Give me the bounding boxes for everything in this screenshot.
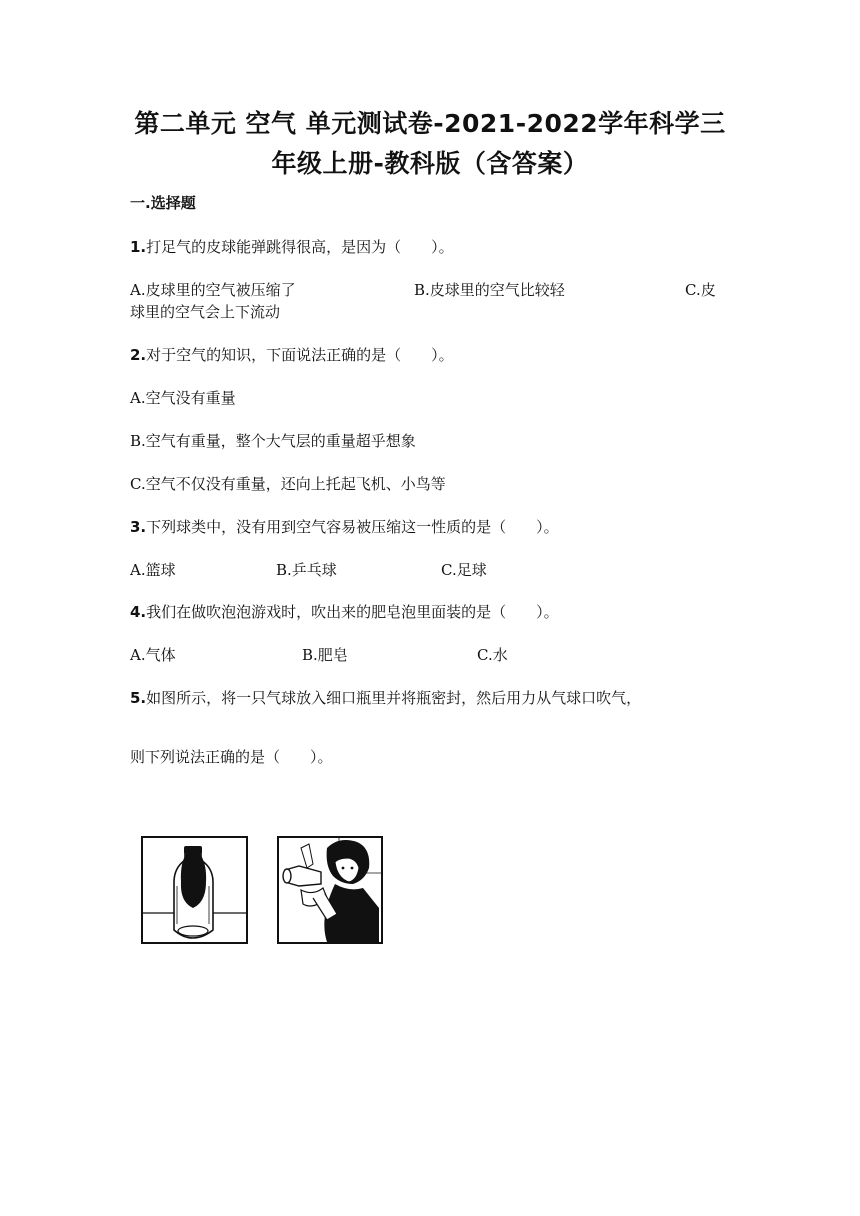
bottle-balloon-illustration [143, 838, 246, 942]
q3-option-a: A.篮球 [130, 561, 176, 579]
question-1 [130, 236, 454, 258]
question-text: 如图所示，将一只气球放入细口瓶里并将瓶密封，然后用力从气球口吹气， [146, 689, 642, 707]
question-text: 对于空气的知识，下面说法正确的是（ ）。 [146, 346, 454, 364]
q1-option-c-continued: 球里的空气会上下流动 [130, 303, 281, 321]
q3-option-c: C.足球 [441, 561, 487, 579]
question-number: 2. [130, 346, 147, 364]
q2-option-a: A.空气没有重量 [130, 389, 236, 407]
person-blowing-figure [277, 836, 383, 944]
question-text: 打足气的皮球能弹跳得很高，是因为（ ）。 [146, 238, 454, 256]
question-2 [130, 344, 454, 366]
question-4 [130, 601, 559, 623]
question-5 [130, 687, 641, 709]
q4-option-a: A.气体 [130, 646, 176, 664]
question-text: 我们在做吹泡泡游戏时，吹出来的肥皂泡里面装的是（ ）。 [146, 603, 559, 621]
q2-option-b: B.空气有重量，整个大气层的重量超乎想象 [130, 432, 416, 450]
question-text: 下列球类中，没有用到空气容易被压缩这一性质的是（ ）。 [146, 518, 559, 536]
question-number: 4. [130, 603, 147, 621]
q4-option-b: B.肥皂 [302, 646, 348, 664]
bottle-balloon-figure [141, 836, 248, 944]
q1-option-a: A.皮球里的空气被压缩了 [130, 281, 296, 299]
title-line-1: 第二单元 空气 单元测试卷-2021-2022学年科学三 [134, 109, 726, 138]
question-3 [130, 516, 559, 538]
section-heading: 一.选择题 [130, 194, 196, 212]
q4-option-c: C.水 [477, 646, 508, 664]
question-5-continued: 则下列说法正确的是（ ）。 [130, 748, 333, 766]
exam-title [120, 104, 740, 184]
q1-option-c: C.皮 [685, 281, 716, 299]
q1-option-b: B.皮球里的空气比较轻 [414, 281, 565, 299]
q2-option-c: C.空气不仅没有重量，还向上托起飞机、小鸟等 [130, 475, 446, 493]
person-blowing-illustration [279, 838, 381, 942]
question-number: 5. [130, 689, 147, 707]
question-number: 1. [130, 238, 147, 256]
question-number: 3. [130, 518, 147, 536]
title-line-2: 年级上册-教科版（含答案） [271, 149, 589, 178]
q3-option-b: B.乒乓球 [276, 561, 337, 579]
